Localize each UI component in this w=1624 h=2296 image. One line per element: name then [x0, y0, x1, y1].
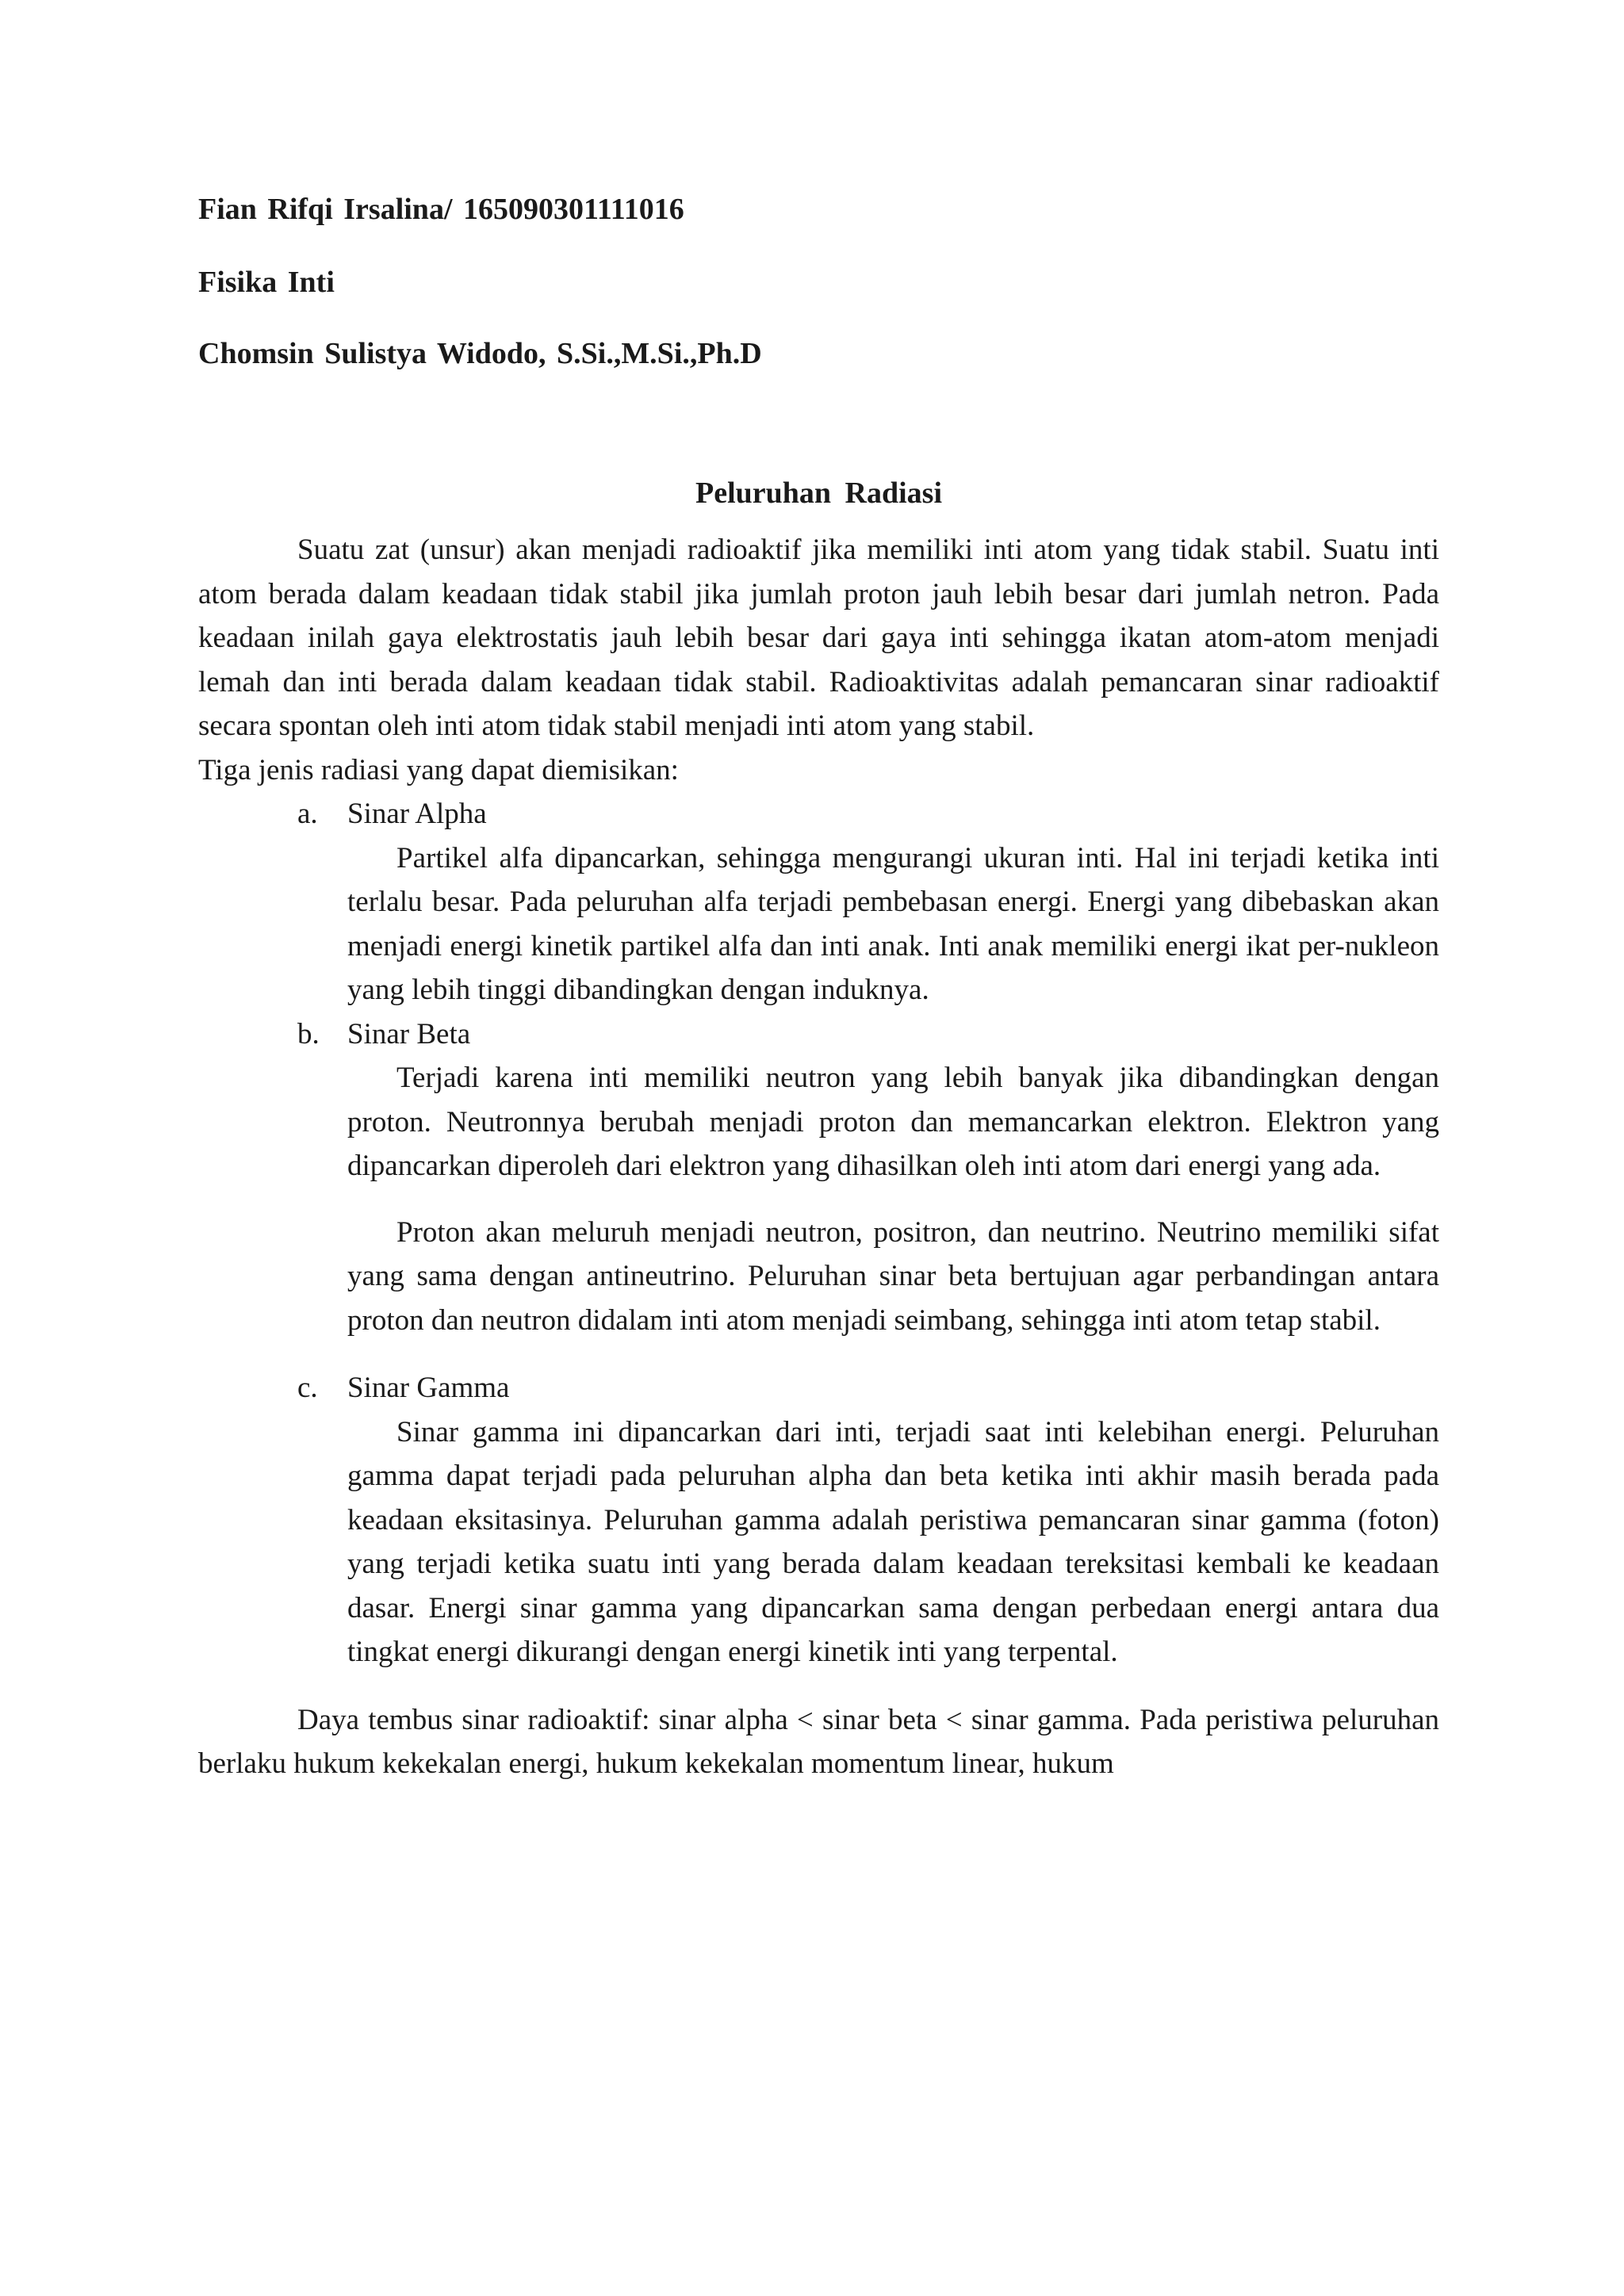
document-content [198, 190, 1439, 1786]
list-item-paragraph: Partikel alfa dipancarkan, sehingga mengurangi ukuran inti. Hal ini terjadi ketika inti terlalu besar. Pada peluruhan alfa terjadi pembebasan energi. Energi yang dibebaskan akan menjadi energi kinetik partikel alfa dan inti anak. Inti anak memiliki energi ikat per-nukleon yang lebih tinggi dibandingkan dengan induknya. [347, 841, 1439, 1006]
list-marker: b. [297, 1017, 320, 1050]
list-item-heading: Sinar Beta [347, 1017, 471, 1050]
list-item-heading: Sinar Gamma [347, 1372, 510, 1404]
author-line: Fian Rifqi Irsalina/ 165090301111016 [198, 193, 684, 226]
list-item-beta [198, 1012, 1439, 1343]
list-item-heading: Sinar Alpha [347, 798, 487, 830]
intro-paragraph: Suatu zat (unsur) akan menjadi radioaktif jika memiliki inti atom yang tidak stabil. Suatu inti atom berada dalam keadaan tidak stabil jika jumlah proton jauh lebih besar dari jumlah netron. Pada keadaan inilah gaya elektrostatis jauh lebih besar dari gaya inti sehingga ikatan atom-atom menjadi lemah dan inti berada dalam keadaan tidak stabil. Radioaktivitas adalah pemancaran sinar radioaktif secara spontan oleh inti atom tidak stabil menjadi inti atom yang stabil. [198, 534, 1439, 742]
closing-paragraph: Daya tembus sinar radioaktif: sinar alpha < sinar beta < sinar gamma. Pada peristiwa peluruhan berlaku hukum kekekalan energi, hukum kekekalan momentum linear, hukum [198, 1703, 1439, 1780]
list-item-paragraph: Sinar gamma ini dipancarkan dari inti, terjadi saat inti kelebihan energi. Peluruhan gamma dapat terjadi pada peluruhan alpha dan beta ketika inti akhir masih berada pada keadaan eksitasinya. Peluruhan gamma adalah peristiwa pemancaran sinar gamma (foton) yang terjadi ketika suatu inti yang berada dalam keadaan tereksitasi kembali ke keadaan dasar. Energi sinar gamma yang dipancarkan sama dengan perbedaan energi antara dua tingkat energi dikurangi dengan energi kinetik inti yang terpental. [347, 1415, 1439, 1668]
paragraph-gap [347, 1188, 1439, 1211]
list-marker: c. [297, 1372, 318, 1404]
list-marker: a. [297, 798, 318, 830]
list-intro: Tiga jenis radiasi yang dapat diemisikan: [198, 753, 679, 786]
list-item-alpha [198, 792, 1439, 1012]
list-item-gamma [198, 1366, 1439, 1674]
section-gap [198, 1674, 1439, 1698]
course-name: Fisika Inti [198, 266, 335, 299]
document-title: Peluruhan Radiasi [695, 476, 943, 510]
lecturer-name: Chomsin Sulistya Widodo, S.Si.,M.Si.,Ph.D [198, 337, 762, 370]
section-gap [198, 1342, 1439, 1366]
list-item-paragraph: Terjadi karena inti memiliki neutron yang lebih banyak jika dibandingkan dengan proton. Neutronnya berubah menjadi proton dan memancarkan elektron. Elektron yang dipancarkan diperoleh dari elektron yang dihasilkan oleh inti atom dari energi yang ada. [347, 1062, 1439, 1182]
list-item-paragraph: Proton akan meluruh menjadi neutron, positron, dan neutrino. Neutrino memiliki sifat yang sama dengan antineutrino. Peluruhan sinar beta bertujuan agar perbandingan antara proton dan neutron didalam inti atom menjadi seimbang, sehingga inti atom tetap stabil. [347, 1215, 1439, 1337]
